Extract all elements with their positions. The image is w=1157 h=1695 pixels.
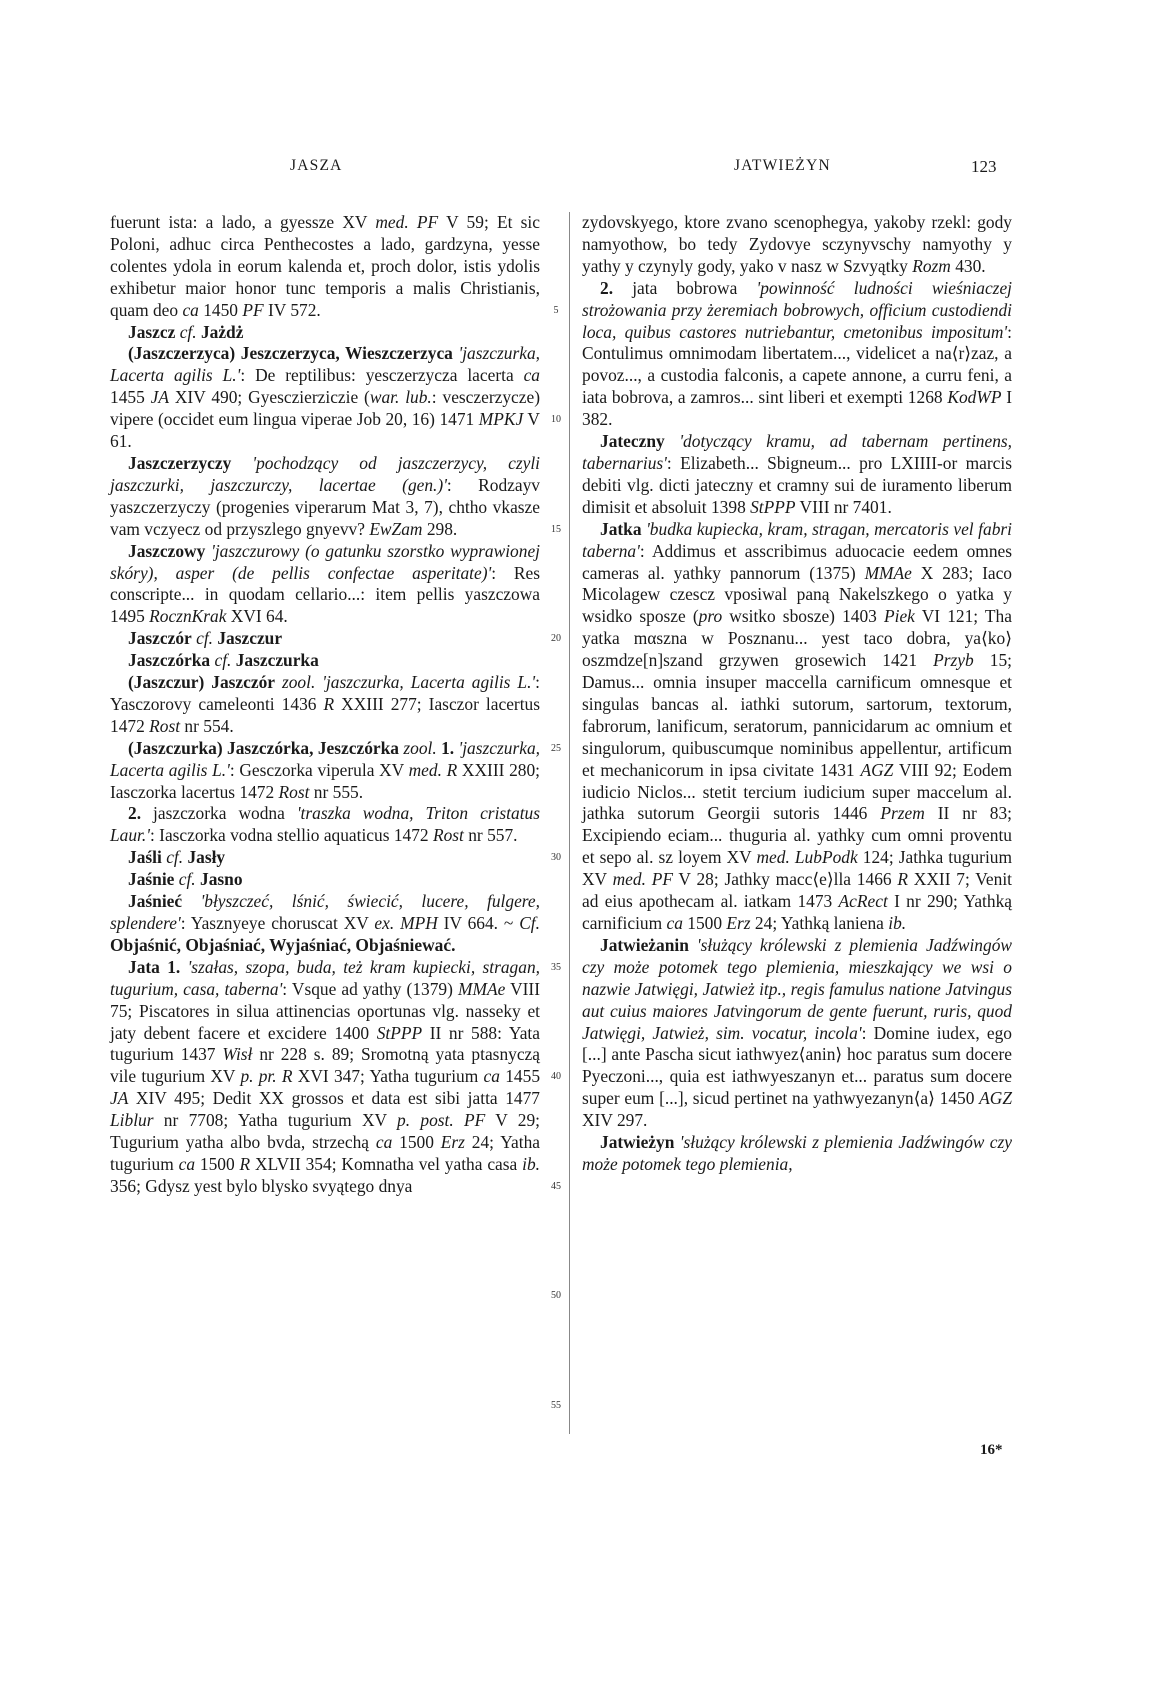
headword: (Jaszczur) Jaszczór	[128, 672, 275, 693]
headword: Jatwieżanin	[600, 934, 689, 955]
italic-text: JA	[150, 387, 169, 408]
headword: Jaszcz	[128, 321, 176, 342]
text-run: V 61.	[110, 409, 540, 452]
text-run: V 28; Jathky macc⟨e⟩lla 1466	[672, 869, 898, 890]
italic-text: Rost	[278, 781, 310, 802]
text-run: I nr 290; Yathką carnificium	[582, 891, 1012, 933]
entry-paragraph	[110, 541, 540, 629]
headword: Jateczny	[600, 431, 665, 452]
text-run: : Domine iudex, ego [...] ante Pascha sicut iathwyez⟨anin⟩ hoc paratus sum docere Pyeczoni..., quia est iathwyeszanyn et... paratus sum docere super eum [...], sicud pertinet na yathwyezanyn⟨a⟩ 1450	[582, 1022, 1012, 1109]
italic-text: AGZ	[860, 759, 894, 780]
italic-text: 'traszka wodna, Triton cristatus Laur.'	[110, 803, 540, 846]
line-number: 50	[551, 1290, 561, 1302]
text-run: XIV 495; Dedit XX grossos et data est sibi jatta 1477	[128, 1088, 540, 1109]
italic-text: Przem	[880, 803, 925, 824]
text-run: : Vsque ad yathy (1379)	[282, 978, 458, 999]
italic-text: 'jaszczurka, Lacerta agilis L.'	[110, 737, 540, 780]
text-run: : Addimus et asscribimus aduocacie eedem omnes cameras al. yathky pannorum (1375)	[582, 540, 1012, 583]
line-number: 55	[551, 1399, 561, 1411]
entry-paragraph	[110, 672, 540, 738]
text-run: X 283; Iaco Micolagew czescz vposiwal paną Nakelszkego o yatka y wsidko sposze (	[582, 562, 1012, 627]
entry-paragraph	[110, 322, 540, 344]
text-run: : Gesczorka viperula XV	[229, 759, 409, 780]
entry-paragraph	[110, 628, 540, 650]
text-run: VIII 92; Eodem iudicio Niclos... stetit tercium iudicium super maccelum al. jathka sutorum Georgii sutoris 1446	[582, 759, 1012, 824]
italic-text: war. lub.	[369, 387, 432, 408]
line-number: 35	[551, 961, 561, 973]
line-number: 5	[553, 304, 559, 316]
italic-text: med. PF	[375, 212, 439, 232]
headword: Jasno	[195, 869, 243, 890]
line-number: 30	[551, 852, 561, 864]
text-run: nr 554.	[180, 715, 234, 736]
text-run: 1500	[392, 1132, 441, 1153]
headword: Objaśnić, Objaśniać, Wyjaśniać, Objaśniewać.	[110, 934, 456, 955]
text-run: nr 557.	[463, 825, 518, 846]
italic-text: 'służący królewski z plemienia Jadźwingów czy może potomek tego plemienia,	[582, 1132, 1012, 1174]
column-divider	[569, 212, 570, 1434]
entry-paragraph	[582, 1132, 1012, 1176]
text-run: IV 572.	[263, 299, 321, 320]
italic-text: Rost	[432, 825, 464, 846]
text-run: : Res conscripte... in quodam cellario...: item pellis yaszczowa 1495	[110, 562, 541, 627]
left-column	[110, 212, 540, 1198]
headword: Jaszczórka	[128, 650, 211, 671]
italic-text: Rozm	[912, 255, 951, 276]
headword: Jaszczerzyczy	[128, 452, 232, 473]
italic-text: MPKJ	[478, 409, 524, 430]
italic-text: Erz	[440, 1132, 465, 1153]
headword: Jata 1.	[128, 956, 181, 977]
headword: Jażdż	[196, 321, 244, 342]
text-run: 1455	[110, 387, 151, 408]
italic-text: ex. MPH	[374, 913, 438, 933]
right-column	[582, 212, 1012, 1176]
italic-text: p. pr. R	[240, 1066, 293, 1087]
italic-text: ca	[666, 913, 683, 933]
text-run: II nr 83; Excipiendo eciam... thuguria al. yathky cum omni proventu et sepo al. sz loyem XV	[582, 803, 1012, 868]
italic-text: zool. 'jaszczurka, Lacerta agilis L.'	[274, 672, 536, 693]
text-run: 298.	[422, 518, 458, 539]
text-run: 430.	[950, 255, 986, 276]
entry-paragraph	[110, 650, 540, 672]
italic-text: Cf.	[519, 913, 540, 933]
italic-text: StPPP	[750, 496, 796, 517]
italic-text: Rost	[149, 715, 181, 736]
entry-paragraph	[110, 212, 540, 322]
line-number: 10	[551, 414, 561, 426]
italic-text: 'budka kupiecka, kram, stragan, mercatoris vel fabri taberna'	[582, 518, 1012, 561]
italic-text: RocznKrak	[149, 606, 227, 627]
text-run: : Contulimus omnimodam libertatem..., videlicet a na⟨r⟩zaz, a povoz..., a custodia falconis, a capete annone, a curru feni, a iata bobrova, a zamros... sint liberi et exempti 1268	[582, 321, 1012, 408]
italic-text: 'dotyczący kramu, ad tabernam pertinens, tabernarius'	[582, 431, 1012, 473]
header-left: JASZA	[290, 157, 343, 174]
italic-text: ib.	[522, 1153, 540, 1174]
italic-text: 'błyszczeć, lśnić, świecić, lucere, fulgere, splendere'	[110, 891, 540, 933]
page-number: 123	[971, 157, 997, 176]
italic-text: R	[323, 693, 335, 714]
text-run: : Elizabeth... Sbigneum... pro LXIIII-or marcis debiti vlg. dicti jateczny et cramny sui de iuramento liberum dimisit et absoluit 1398	[582, 452, 1012, 517]
line-number: 40	[551, 1071, 561, 1083]
text-run: : Yasznyeye choruscat XV	[180, 913, 375, 933]
text-run: 1450	[198, 299, 243, 320]
italic-text: ca	[178, 1153, 196, 1174]
italic-text: 'pochodzący od jaszczerzycy, czyli jaszczurki, jaszczurczy, lacertae (gen.)'	[110, 452, 540, 495]
text-run: XIV 490; Gyesczierziczie (	[169, 387, 370, 408]
italic-text: 'jaszczurka, Lacerta agilis L.'	[110, 343, 540, 386]
italic-text: MMAe	[864, 562, 912, 583]
italic-text: ib.	[888, 913, 907, 933]
italic-text: Erz	[726, 913, 751, 933]
italic-text: ca	[483, 1066, 500, 1087]
entry-paragraph	[582, 519, 1012, 935]
headword: 2.	[600, 277, 614, 298]
headword: 1.	[436, 737, 455, 758]
italic-text: ca	[182, 299, 199, 320]
header-right: JATWIEŻYN	[734, 157, 831, 174]
italic-text: ca	[523, 365, 540, 386]
entry-paragraph	[110, 847, 540, 869]
headword: Jaszczowy	[128, 540, 206, 561]
text-run: XXIII 277; Iasczor lacertus 1472	[110, 693, 540, 736]
text-run: fuerunt ista: a lado, a gyessze XV	[110, 212, 376, 232]
italic-text: EwZam	[369, 518, 423, 539]
text-run: V 59; Et sic Poloni, adhuc circa Penthecostes a lado, gardzyna, yesse colentes ydola in eorum kalenda et, proch dolor, istis ydolis exhibetur maior honor tunc temporis a malis Christianis, quam deo	[110, 212, 540, 320]
line-number: 25	[551, 742, 561, 754]
text-run: 15; Damus... omnia insuper maccella carnificum omnesque et singulas bancas al. iathki sutorum, sartorum, textorum, fabrorum, lanificum, seratorum, pannicidarum ac omnium et singulorum, quibuscumque nominibus appellentur, artificum et mechanicorum in ipsa civitate 1431	[582, 650, 1012, 780]
text-run: : De reptilibus: yesczerzycza lacerta	[240, 365, 524, 386]
text-run: I 382.	[582, 387, 1012, 430]
text-run: 124; Jathka tugurium XV	[582, 847, 1012, 890]
entry-paragraph	[110, 891, 540, 957]
text-run: nr 7708; Yatha tugurium XV	[153, 1110, 398, 1131]
headword: Jaszczór	[128, 628, 192, 649]
italic-text: JA	[110, 1088, 129, 1109]
entry-paragraph	[582, 935, 1012, 1132]
italic-text: zool.	[398, 737, 437, 758]
text-run: II nr 588: Yata tugurium 1437	[110, 1022, 540, 1065]
headword: Jasły	[183, 847, 226, 868]
headword: Jaśnie	[128, 869, 175, 890]
italic-text: Liblur	[110, 1110, 154, 1131]
headword: (Jaszczurka) Jaszczórka, Jeszczórka	[128, 737, 399, 758]
entry-paragraph	[110, 453, 540, 541]
signature-mark: 16*	[980, 1442, 1003, 1458]
italic-text: Piek	[884, 606, 915, 627]
italic-text: cf.	[179, 321, 197, 342]
text-run: nr 228 s. 89; Sromotną yata ptasnyczą vile tugurium XV	[110, 1044, 540, 1087]
italic-text: p. post. PF	[397, 1110, 486, 1131]
entry-paragraph	[582, 212, 1012, 278]
headword: 2.	[128, 803, 142, 824]
text-run: 24; Yatha tugurium	[110, 1132, 540, 1174]
italic-text: cf.	[166, 847, 184, 868]
text-run: 1500	[682, 913, 727, 933]
text-run: : vesczerzycze) vipere (occidet eum lingua viperae Job 20, 16) 1471	[110, 387, 540, 430]
italic-text: AcRect	[838, 891, 888, 912]
italic-text: 'szałas, szopa, buda, też kram kupiecki, stragan, tugurium, casa, taberna'	[110, 956, 540, 999]
headword: Jaśnieć	[128, 891, 183, 912]
italic-text: cf.	[196, 628, 213, 649]
italic-text: StPPP	[376, 1022, 423, 1043]
italic-text: PF	[242, 299, 264, 320]
entry-paragraph	[110, 803, 540, 847]
italic-text: 'jaszczurowy (o gatunku szorstko wyprawionej skóry), asper (de pellis confectae asperitate)'	[110, 540, 540, 583]
italic-text: med. LubPodk	[756, 847, 858, 868]
entry-paragraph	[110, 869, 540, 891]
line-number: 45	[551, 1180, 561, 1192]
text-run: nr 555.	[309, 781, 364, 802]
text-run: XVI 64.	[226, 606, 288, 627]
text-run: XIV 297.	[582, 1110, 648, 1131]
text-run: VIII nr 7401.	[795, 496, 892, 517]
text-run: XLVII 354; Komnatha vel yatha casa	[250, 1153, 523, 1174]
text-run: zydovskyego, ktore zvano scenophegya, yakoby rzekl: gody namyothow, bo tedy Zydovye sczynyvschy namyothy y yathy y czynyly gody, yako v nasz w Szvyątky	[582, 212, 1012, 276]
line-number: 15	[551, 523, 561, 535]
text-run: : Yasczorovy cameleonti 1436	[110, 672, 540, 714]
italic-text: R	[239, 1153, 251, 1174]
text-run: jaszczorka wodna	[141, 803, 297, 824]
italic-text: ca	[375, 1132, 393, 1153]
text-run: 24; Yathką laniena	[750, 913, 889, 933]
italic-text: cf.	[214, 650, 232, 671]
text-run: jata bobrowa	[613, 277, 757, 298]
italic-text: Przyb	[933, 650, 974, 671]
running-head	[0, 157, 1157, 181]
headword: Jaśli	[128, 847, 162, 868]
text-run: VIII 75; Piscatores in silua attinencias oportunas vlg. nasseky et jaty debent facere et excidere 1400	[110, 978, 541, 1043]
text-run: VI 121; Tha yatka mαszna w Posznanu... yest taco dobra, ya⟨ko⟩ oszmdze[n]szand grzywen grosewich 1421	[582, 606, 1012, 671]
text-run: XXIII 280; Iasczorka lacertus 1472	[110, 759, 541, 802]
italic-text: AGZ	[979, 1088, 1012, 1109]
italic-text: Wisł	[222, 1044, 253, 1065]
entry-paragraph	[582, 278, 1012, 431]
text-run: XVI 347; Yatha tugurium	[292, 1066, 484, 1087]
entry-paragraph	[582, 431, 1012, 519]
text-run: 1455	[499, 1066, 541, 1087]
headword: Jaszczurka	[231, 650, 319, 671]
italic-text: med. R	[408, 759, 458, 780]
italic-text: KodWP	[947, 387, 1002, 408]
entry-paragraph	[110, 738, 540, 804]
text-run: wsitko sbosze) 1403	[722, 606, 884, 627]
italic-text: cf.	[178, 869, 196, 890]
italic-text: med. PF	[612, 869, 673, 890]
italic-text: 'powinność ludności wieśniaczej strożowania przy żeremiach bobrowych, officium custodiendi loca, quibus castores nutriebantur, cmetonibus impositum'	[582, 277, 1012, 342]
italic-text: 'służący królewski z plemienia Jadźwingów czy może potomek tego plemienia, mieszkający we wsi o nazwie Jatwięgi, Jatwież itp., regis famulus natione Jatvingus aut cuius maiores Jatvingorum de gente fuerunt, ruris, quod Jatwięgi, Jatwież, sim. vocatur, incola'	[582, 934, 1012, 1043]
italic-text: pro	[698, 606, 723, 627]
text-run: 356; Gdysz yest bylo blysko svyątego dnya	[110, 1175, 413, 1196]
text-run: : Rodzayv yaszczerzyczy (progenies viperarum Mat 3, 7), chtho vkasze vam vczyecz od przyszlego gnyevv?	[110, 474, 541, 539]
text-run: V 29; Tugurium yatha albo bvda, strzechą	[110, 1110, 540, 1153]
headword: Jatwieżyn	[600, 1132, 675, 1153]
text-run: : Iasczorka vodna stellio aquaticus 1472	[149, 825, 433, 846]
entry-paragraph	[110, 343, 540, 453]
text-run: XXII 7; Venit ad eius apothecam al. iatkam 1473	[582, 869, 1012, 912]
italic-text: R	[897, 869, 908, 890]
italic-text: MMAe	[458, 978, 506, 999]
text-run: 1500	[195, 1153, 240, 1174]
headword: Jaszczur	[213, 628, 283, 649]
headword: Jatka	[600, 518, 642, 539]
text-run: IV 664. ~	[437, 913, 520, 933]
entry-paragraph	[110, 957, 540, 1198]
line-number: 20	[551, 633, 561, 645]
headword: (Jaszczerzyca) Jeszczerzyca, Wieszczerzyca	[128, 343, 453, 364]
